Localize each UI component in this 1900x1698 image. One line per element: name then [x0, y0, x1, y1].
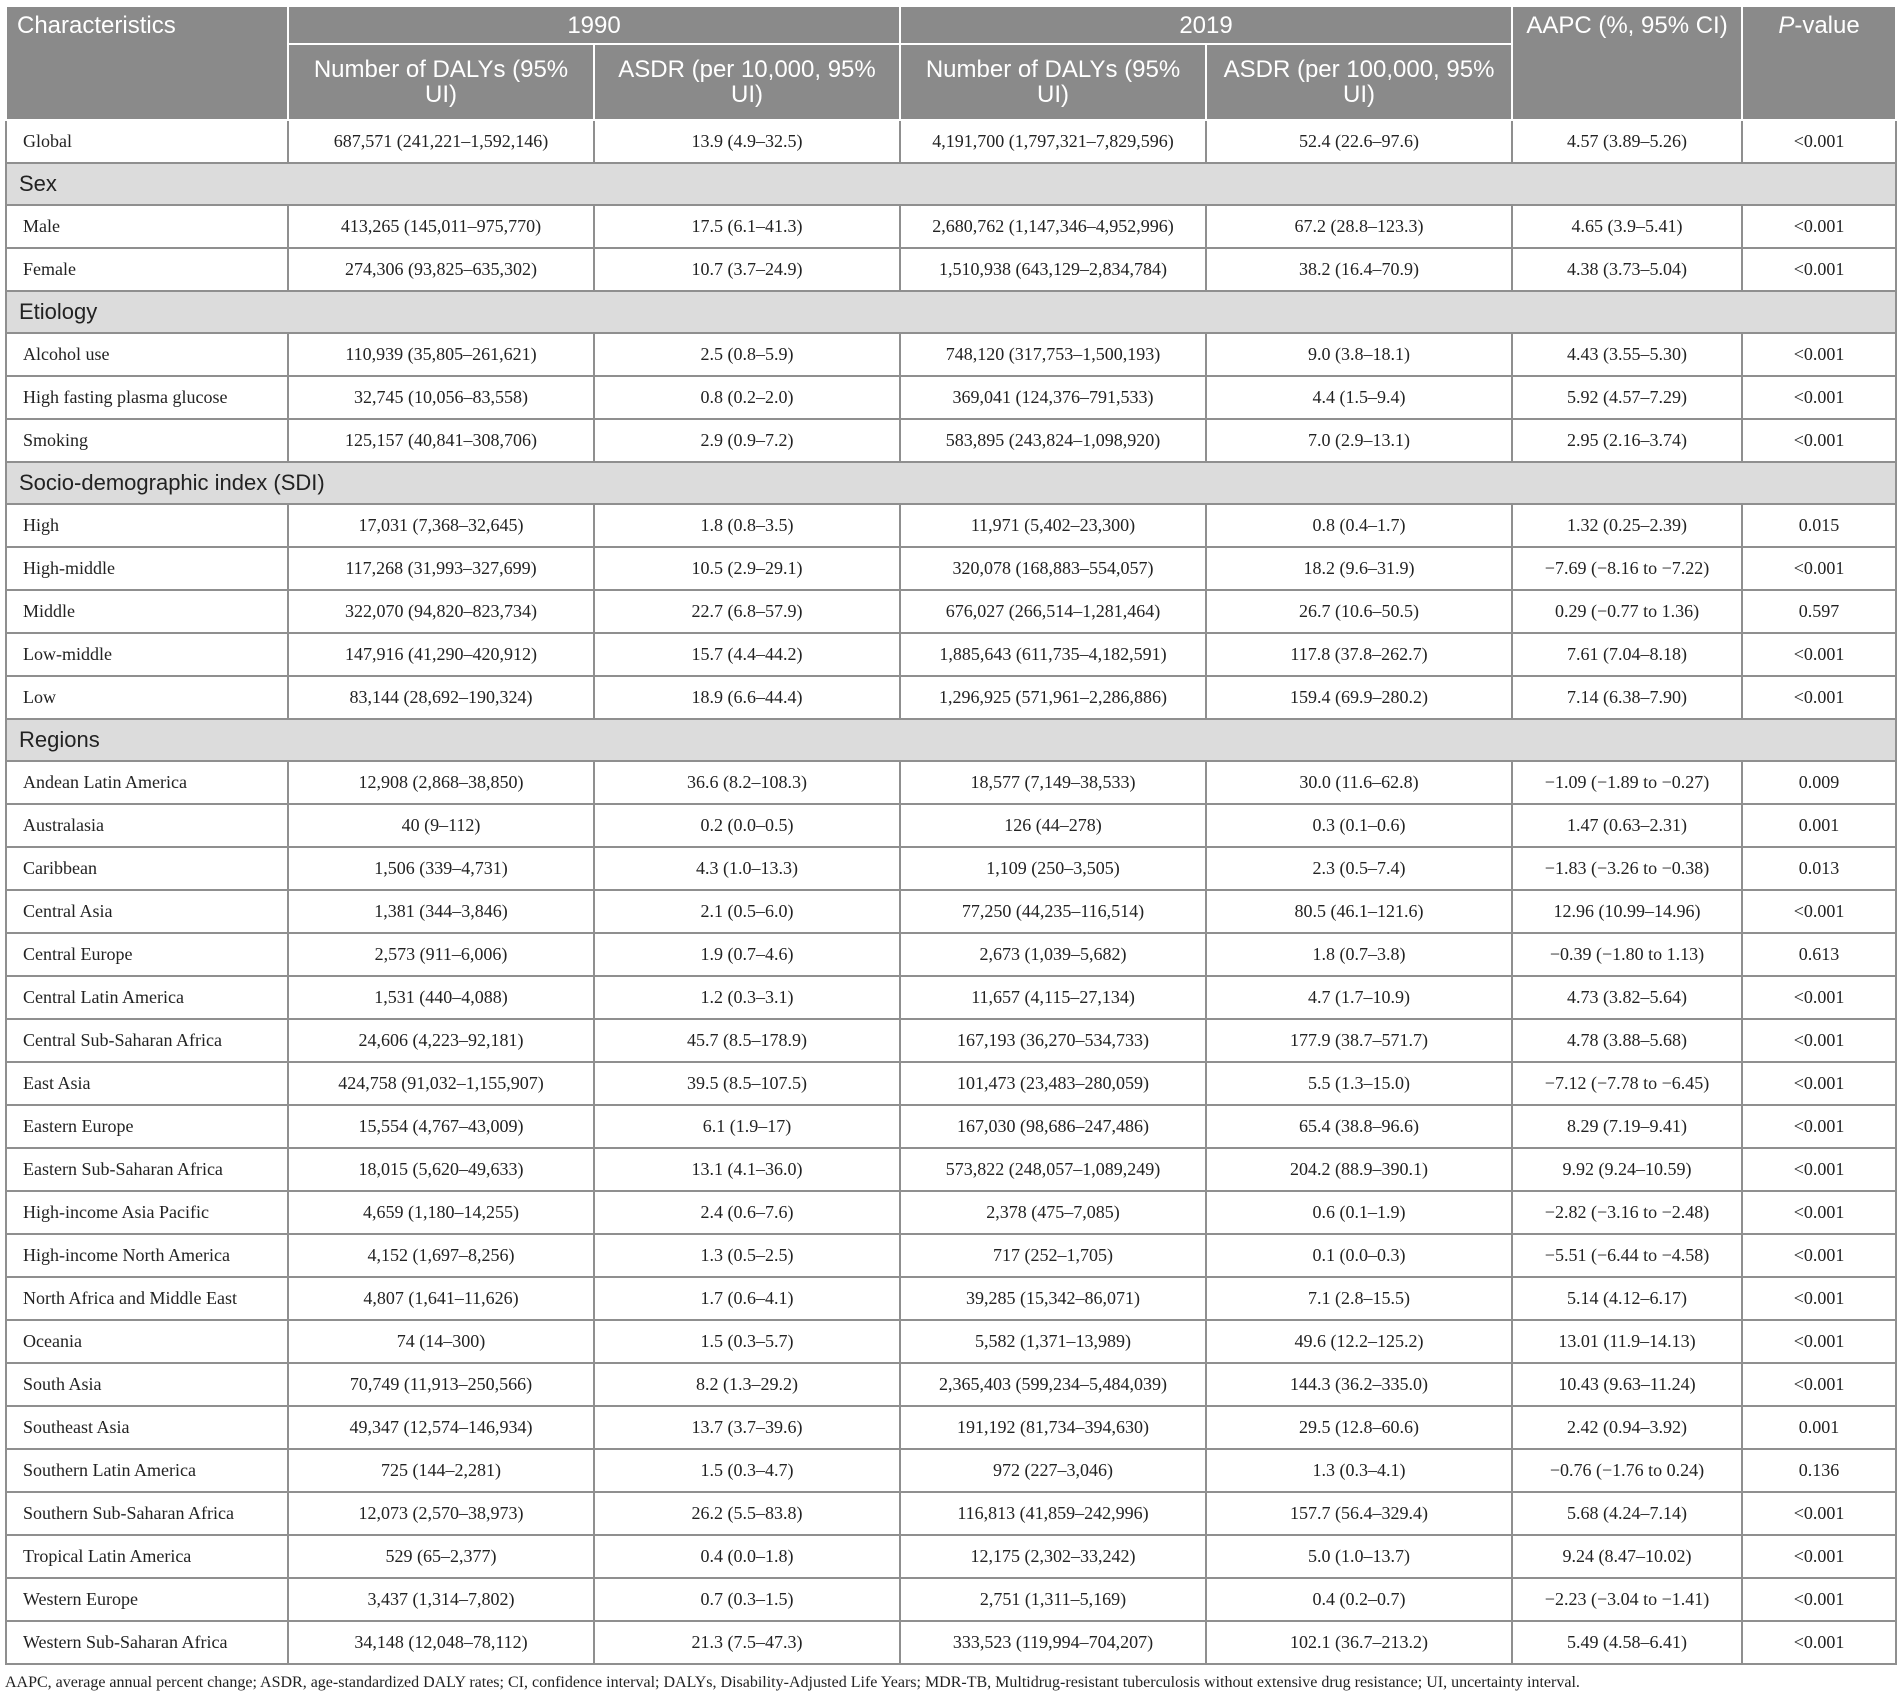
cell-dalys2019: 1,109 (250–3,505) [900, 847, 1206, 890]
row-label: Central Europe [6, 933, 288, 976]
cell-dalys2019: 333,523 (119,994–704,207) [900, 1621, 1206, 1664]
row-label: Tropical Latin America [6, 1535, 288, 1578]
cell-asdr1990: 6.1 (1.9–17) [594, 1105, 900, 1148]
header-aapc: AAPC (%, 95% CI) [1512, 6, 1742, 120]
cell-dalys2019: 1,885,643 (611,735–4,182,591) [900, 633, 1206, 676]
cell-asdr2019: 9.0 (3.8–18.1) [1206, 333, 1512, 376]
table-row [6, 1449, 1896, 1492]
table-row [6, 1363, 1896, 1406]
table-row [6, 376, 1896, 419]
cell-aapc: −2.82 (−3.16 to −2.48) [1512, 1191, 1742, 1234]
cell-asdr2019: 67.2 (28.8–123.3) [1206, 205, 1512, 248]
row-label: Southeast Asia [6, 1406, 288, 1449]
cell-p: 0.597 [1742, 590, 1896, 633]
cell-p: 0.001 [1742, 804, 1896, 847]
cell-aapc: −1.09 (−1.89 to −0.27) [1512, 761, 1742, 804]
cell-p: <0.001 [1742, 333, 1896, 376]
cell-aapc: 0.29 (−0.77 to 1.36) [1512, 590, 1742, 633]
cell-dalys1990: 3,437 (1,314–7,802) [288, 1578, 594, 1621]
cell-asdr1990: 13.9 (4.9–32.5) [594, 120, 900, 163]
cell-p: <0.001 [1742, 419, 1896, 462]
section-row [6, 163, 1896, 205]
cell-dalys1990: 12,908 (2,868–38,850) [288, 761, 594, 804]
cell-p: 0.136 [1742, 1449, 1896, 1492]
cell-dalys2019: 583,895 (243,824–1,098,920) [900, 419, 1206, 462]
cell-dalys2019: 748,120 (317,753–1,500,193) [900, 333, 1206, 376]
header-dalys-1990: Number of DALYs (95% UI) [288, 44, 594, 120]
cell-asdr1990: 45.7 (8.5–178.9) [594, 1019, 900, 1062]
header-characteristics: Characteristics [6, 6, 288, 120]
cell-p: <0.001 [1742, 1363, 1896, 1406]
cell-asdr1990: 39.5 (8.5–107.5) [594, 1062, 900, 1105]
cell-asdr2019: 7.0 (2.9–13.1) [1206, 419, 1512, 462]
cell-asdr2019: 38.2 (16.4–70.9) [1206, 248, 1512, 291]
cell-dalys2019: 4,191,700 (1,797,321–7,829,596) [900, 120, 1206, 163]
cell-dalys2019: 77,250 (44,235–116,514) [900, 890, 1206, 933]
cell-asdr1990: 0.7 (0.3–1.5) [594, 1578, 900, 1621]
cell-aapc: 9.24 (8.47–10.02) [1512, 1535, 1742, 1578]
cell-asdr2019: 157.7 (56.4–329.4) [1206, 1492, 1512, 1535]
cell-dalys1990: 4,659 (1,180–14,255) [288, 1191, 594, 1234]
table-row [6, 1406, 1896, 1449]
table-row [6, 761, 1896, 804]
cell-aapc: −5.51 (−6.44 to −4.58) [1512, 1234, 1742, 1277]
table-row [6, 205, 1896, 248]
cell-asdr2019: 0.3 (0.1–0.6) [1206, 804, 1512, 847]
row-label: Low [6, 676, 288, 719]
table-row [6, 120, 1896, 163]
cell-asdr1990: 13.1 (4.1–36.0) [594, 1148, 900, 1191]
cell-aapc: 5.68 (4.24–7.14) [1512, 1492, 1742, 1535]
cell-asdr1990: 15.7 (4.4–44.2) [594, 633, 900, 676]
cell-p: <0.001 [1742, 890, 1896, 933]
section-row [6, 291, 1896, 333]
cell-dalys2019: 573,822 (248,057–1,089,249) [900, 1148, 1206, 1191]
cell-aapc: 5.49 (4.58–6.41) [1512, 1621, 1742, 1664]
cell-asdr2019: 7.1 (2.8–15.5) [1206, 1277, 1512, 1320]
cell-dalys2019: 369,041 (124,376–791,533) [900, 376, 1206, 419]
cell-dalys2019: 167,030 (98,686–247,486) [900, 1105, 1206, 1148]
cell-asdr2019: 29.5 (12.8–60.6) [1206, 1406, 1512, 1449]
cell-p: <0.001 [1742, 248, 1896, 291]
cell-asdr2019: 65.4 (38.8–96.6) [1206, 1105, 1512, 1148]
cell-asdr1990: 13.7 (3.7–39.6) [594, 1406, 900, 1449]
table-row [6, 1019, 1896, 1062]
cell-dalys2019: 2,378 (475–7,085) [900, 1191, 1206, 1234]
table-row [6, 1277, 1896, 1320]
cell-asdr2019: 5.5 (1.3–15.0) [1206, 1062, 1512, 1105]
cell-aapc: 1.47 (0.63–2.31) [1512, 804, 1742, 847]
cell-asdr1990: 4.3 (1.0–13.3) [594, 847, 900, 890]
cell-aapc: −0.39 (−1.80 to 1.13) [1512, 933, 1742, 976]
cell-dalys1990: 2,573 (911–6,006) [288, 933, 594, 976]
cell-dalys2019: 717 (252–1,705) [900, 1234, 1206, 1277]
cell-dalys2019: 167,193 (36,270–534,733) [900, 1019, 1206, 1062]
cell-asdr1990: 1.2 (0.3–3.1) [594, 976, 900, 1019]
cell-asdr2019: 52.4 (22.6–97.6) [1206, 120, 1512, 163]
table-row [6, 1535, 1896, 1578]
cell-p: <0.001 [1742, 376, 1896, 419]
cell-asdr2019: 1.3 (0.3–4.1) [1206, 1449, 1512, 1492]
row-label: Smoking [6, 419, 288, 462]
cell-asdr2019: 102.1 (36.7–213.2) [1206, 1621, 1512, 1664]
cell-p: <0.001 [1742, 120, 1896, 163]
cell-aapc: 5.92 (4.57–7.29) [1512, 376, 1742, 419]
row-label: High-middle [6, 547, 288, 590]
cell-asdr2019: 4.7 (1.7–10.9) [1206, 976, 1512, 1019]
cell-p: 0.009 [1742, 761, 1896, 804]
cell-asdr1990: 0.4 (0.0–1.8) [594, 1535, 900, 1578]
cell-p: 0.001 [1742, 1406, 1896, 1449]
cell-asdr2019: 5.0 (1.0–13.7) [1206, 1535, 1512, 1578]
cell-aapc: 4.38 (3.73–5.04) [1512, 248, 1742, 291]
cell-asdr1990: 1.9 (0.7–4.6) [594, 933, 900, 976]
cell-p: <0.001 [1742, 633, 1896, 676]
section-heading: Socio-demographic index (SDI) [6, 462, 1896, 504]
cell-asdr1990: 0.2 (0.0–0.5) [594, 804, 900, 847]
row-label: Central Sub-Saharan Africa [6, 1019, 288, 1062]
row-label: Central Latin America [6, 976, 288, 1019]
cell-aapc: 9.92 (9.24–10.59) [1512, 1148, 1742, 1191]
header-year-2019: 2019 [900, 6, 1512, 44]
cell-dalys1990: 49,347 (12,574–146,934) [288, 1406, 594, 1449]
row-label: North Africa and Middle East [6, 1277, 288, 1320]
cell-asdr1990: 18.9 (6.6–44.4) [594, 676, 900, 719]
cell-aapc: 8.29 (7.19–9.41) [1512, 1105, 1742, 1148]
cell-dalys2019: 676,027 (266,514–1,281,464) [900, 590, 1206, 633]
cell-asdr2019: 204.2 (88.9–390.1) [1206, 1148, 1512, 1191]
section-row [6, 462, 1896, 504]
table-row [6, 1320, 1896, 1363]
cell-p: 0.015 [1742, 504, 1896, 547]
cell-dalys2019: 101,473 (23,483–280,059) [900, 1062, 1206, 1105]
row-label: Southern Latin America [6, 1449, 288, 1492]
cell-asdr1990: 22.7 (6.8–57.9) [594, 590, 900, 633]
cell-asdr1990: 2.4 (0.6–7.6) [594, 1191, 900, 1234]
cell-asdr2019: 144.3 (36.2–335.0) [1206, 1363, 1512, 1406]
cell-dalys2019: 12,175 (2,302–33,242) [900, 1535, 1206, 1578]
cell-aapc: 4.65 (3.9–5.41) [1512, 205, 1742, 248]
cell-p: <0.001 [1742, 547, 1896, 590]
cell-aapc: 7.14 (6.38–7.90) [1512, 676, 1742, 719]
cell-p: <0.001 [1742, 1535, 1896, 1578]
cell-dalys1990: 117,268 (31,993–327,699) [288, 547, 594, 590]
cell-dalys1990: 4,152 (1,697–8,256) [288, 1234, 594, 1277]
cell-asdr2019: 0.6 (0.1–1.9) [1206, 1191, 1512, 1234]
cell-asdr2019: 80.5 (46.1–121.6) [1206, 890, 1512, 933]
cell-dalys2019: 2,365,403 (599,234–5,484,039) [900, 1363, 1206, 1406]
cell-aapc: 4.78 (3.88–5.68) [1512, 1019, 1742, 1062]
cell-aapc: 4.57 (3.89–5.26) [1512, 120, 1742, 163]
cell-aapc: −0.76 (−1.76 to 0.24) [1512, 1449, 1742, 1492]
table-row [6, 1578, 1896, 1621]
cell-asdr1990: 2.1 (0.5–6.0) [594, 890, 900, 933]
cell-dalys2019: 972 (227–3,046) [900, 1449, 1206, 1492]
cell-dalys1990: 274,306 (93,825–635,302) [288, 248, 594, 291]
cell-p: 0.013 [1742, 847, 1896, 890]
cell-dalys1990: 725 (144–2,281) [288, 1449, 594, 1492]
row-label: Male [6, 205, 288, 248]
table-row [6, 976, 1896, 1019]
row-label: High [6, 504, 288, 547]
cell-dalys2019: 1,296,925 (571,961–2,286,886) [900, 676, 1206, 719]
table-row [6, 890, 1896, 933]
cell-asdr1990: 2.9 (0.9–7.2) [594, 419, 900, 462]
table-header [6, 6, 1896, 120]
cell-dalys1990: 40 (9–112) [288, 804, 594, 847]
cell-dalys2019: 126 (44–278) [900, 804, 1206, 847]
cell-asdr2019: 0.4 (0.2–0.7) [1206, 1578, 1512, 1621]
cell-aapc: 4.73 (3.82–5.64) [1512, 976, 1742, 1019]
row-label: Eastern Europe [6, 1105, 288, 1148]
cell-dalys1990: 4,807 (1,641–11,626) [288, 1277, 594, 1320]
table-row [6, 419, 1896, 462]
table-row [6, 590, 1896, 633]
row-label: Australasia [6, 804, 288, 847]
cell-dalys2019: 11,657 (4,115–27,134) [900, 976, 1206, 1019]
cell-p: <0.001 [1742, 1148, 1896, 1191]
cell-p: <0.001 [1742, 1191, 1896, 1234]
cell-dalys1990: 413,265 (145,011–975,770) [288, 205, 594, 248]
header-p-letter: P [1778, 12, 1795, 39]
table-row [6, 1621, 1896, 1664]
cell-dalys1990: 70,749 (11,913–250,566) [288, 1363, 594, 1406]
cell-asdr2019: 177.9 (38.7–571.7) [1206, 1019, 1512, 1062]
table-row [6, 804, 1896, 847]
cell-dalys2019: 116,813 (41,859–242,996) [900, 1492, 1206, 1535]
cell-dalys1990: 17,031 (7,368–32,645) [288, 504, 594, 547]
table-row [6, 1105, 1896, 1148]
daly-table-container [5, 5, 1895, 1665]
cell-aapc: 1.32 (0.25–2.39) [1512, 504, 1742, 547]
cell-aapc: 7.61 (7.04–8.18) [1512, 633, 1742, 676]
header-asdr-2019: ASDR (per 100,000, 95% UI) [1206, 44, 1512, 120]
section-heading: Etiology [6, 291, 1896, 333]
cell-asdr2019: 117.8 (37.8–262.7) [1206, 633, 1512, 676]
cell-dalys1990: 424,758 (91,032–1,155,907) [288, 1062, 594, 1105]
table-row [6, 248, 1896, 291]
cell-p: <0.001 [1742, 1277, 1896, 1320]
cell-asdr2019: 0.1 (0.0–0.3) [1206, 1234, 1512, 1277]
row-label: High-income North America [6, 1234, 288, 1277]
cell-dalys1990: 12,073 (2,570–38,973) [288, 1492, 594, 1535]
table-row [6, 1191, 1896, 1234]
cell-asdr1990: 17.5 (6.1–41.3) [594, 205, 900, 248]
table-row [6, 333, 1896, 376]
row-label: Western Sub-Saharan Africa [6, 1621, 288, 1664]
cell-dalys1990: 74 (14–300) [288, 1320, 594, 1363]
cell-asdr2019: 1.8 (0.7–3.8) [1206, 933, 1512, 976]
cell-aapc: −2.23 (−3.04 to −1.41) [1512, 1578, 1742, 1621]
table-row [6, 847, 1896, 890]
cell-asdr1990: 1.5 (0.3–4.7) [594, 1449, 900, 1492]
cell-dalys1990: 125,157 (40,841–308,706) [288, 419, 594, 462]
header-row-top [6, 6, 1896, 44]
section-heading: Sex [6, 163, 1896, 205]
cell-p: 0.613 [1742, 933, 1896, 976]
header-asdr-1990: ASDR (per 10,000, 95% UI) [594, 44, 900, 120]
cell-asdr2019: 0.8 (0.4–1.7) [1206, 504, 1512, 547]
row-label: Western Europe [6, 1578, 288, 1621]
cell-dalys1990: 1,531 (440–4,088) [288, 976, 594, 1019]
cell-dalys1990: 322,070 (94,820–823,734) [288, 590, 594, 633]
header-dalys-2019: Number of DALYs (95% UI) [900, 44, 1206, 120]
cell-dalys1990: 32,745 (10,056–83,558) [288, 376, 594, 419]
cell-aapc: 5.14 (4.12–6.17) [1512, 1277, 1742, 1320]
cell-dalys2019: 1,510,938 (643,129–2,834,784) [900, 248, 1206, 291]
cell-dalys1990: 147,916 (41,290–420,912) [288, 633, 594, 676]
cell-asdr1990: 1.5 (0.3–5.7) [594, 1320, 900, 1363]
table-row [6, 633, 1896, 676]
cell-asdr1990: 36.6 (8.2–108.3) [594, 761, 900, 804]
section-row [6, 719, 1896, 761]
cell-dalys1990: 15,554 (4,767–43,009) [288, 1105, 594, 1148]
cell-p: <0.001 [1742, 1019, 1896, 1062]
cell-dalys2019: 18,577 (7,149–38,533) [900, 761, 1206, 804]
cell-dalys1990: 529 (65–2,377) [288, 1535, 594, 1578]
cell-aapc: 2.95 (2.16–3.74) [1512, 419, 1742, 462]
cell-dalys2019: 2,680,762 (1,147,346–4,952,996) [900, 205, 1206, 248]
cell-dalys1990: 18,015 (5,620–49,633) [288, 1148, 594, 1191]
table-footnote: AAPC, average annual percent change; ASDR, age-standardized DALY rates; CI, confidence interval; DALYs, Disability-Adjusted Life Years; MDR-TB, Multidrug-resistant tuberculosis without extensive drug resistance; UI, uncertainty interval. [5, 1674, 1580, 1691]
cell-dalys1990: 24,606 (4,223–92,181) [288, 1019, 594, 1062]
row-label: Central Asia [6, 890, 288, 933]
cell-aapc: 2.42 (0.94–3.92) [1512, 1406, 1742, 1449]
row-label: Southern Sub-Saharan Africa [6, 1492, 288, 1535]
row-label: Global [6, 120, 288, 163]
cell-dalys1990: 110,939 (35,805–261,621) [288, 333, 594, 376]
cell-aapc: 13.01 (11.9–14.13) [1512, 1320, 1742, 1363]
cell-p: <0.001 [1742, 1578, 1896, 1621]
cell-dalys2019: 39,285 (15,342–86,071) [900, 1277, 1206, 1320]
cell-asdr1990: 1.7 (0.6–4.1) [594, 1277, 900, 1320]
table-row [6, 1492, 1896, 1535]
cell-asdr2019: 49.6 (12.2–125.2) [1206, 1320, 1512, 1363]
cell-asdr1990: 26.2 (5.5–83.8) [594, 1492, 900, 1535]
cell-p: <0.001 [1742, 1621, 1896, 1664]
cell-asdr1990: 0.8 (0.2–2.0) [594, 376, 900, 419]
cell-asdr2019: 159.4 (69.9–280.2) [1206, 676, 1512, 719]
row-label: Low-middle [6, 633, 288, 676]
table-row [6, 504, 1896, 547]
cell-asdr1990: 1.8 (0.8–3.5) [594, 504, 900, 547]
row-label: Eastern Sub-Saharan Africa [6, 1148, 288, 1191]
row-label: High-income Asia Pacific [6, 1191, 288, 1234]
cell-asdr1990: 21.3 (7.5–47.3) [594, 1621, 900, 1664]
daly-table [5, 5, 1897, 1665]
row-label: High fasting plasma glucose [6, 376, 288, 419]
row-label: East Asia [6, 1062, 288, 1105]
cell-dalys2019: 5,582 (1,371–13,989) [900, 1320, 1206, 1363]
header-year-1990: 1990 [288, 6, 900, 44]
cell-asdr1990: 10.7 (3.7–24.9) [594, 248, 900, 291]
cell-asdr1990: 8.2 (1.3–29.2) [594, 1363, 900, 1406]
table-row [6, 676, 1896, 719]
cell-asdr2019: 30.0 (11.6–62.8) [1206, 761, 1512, 804]
cell-asdr1990: 2.5 (0.8–5.9) [594, 333, 900, 376]
row-label: South Asia [6, 1363, 288, 1406]
table-row [6, 933, 1896, 976]
row-label: Andean Latin America [6, 761, 288, 804]
table-row [6, 1234, 1896, 1277]
cell-aapc: −7.12 (−7.78 to −6.45) [1512, 1062, 1742, 1105]
row-label: Alcohol use [6, 333, 288, 376]
section-heading: Regions [6, 719, 1896, 761]
cell-asdr2019: 4.4 (1.5–9.4) [1206, 376, 1512, 419]
cell-dalys2019: 191,192 (81,734–394,630) [900, 1406, 1206, 1449]
cell-p: <0.001 [1742, 1320, 1896, 1363]
cell-dalys1990: 34,148 (12,048–78,112) [288, 1621, 594, 1664]
cell-asdr1990: 1.3 (0.5–2.5) [594, 1234, 900, 1277]
cell-p: <0.001 [1742, 1062, 1896, 1105]
cell-asdr2019: 26.7 (10.6–50.5) [1206, 590, 1512, 633]
cell-aapc: −1.83 (−3.26 to −0.38) [1512, 847, 1742, 890]
cell-asdr1990: 10.5 (2.9–29.1) [594, 547, 900, 590]
table-row [6, 1062, 1896, 1105]
cell-aapc: 10.43 (9.63–11.24) [1512, 1363, 1742, 1406]
cell-aapc: 4.43 (3.55–5.30) [1512, 333, 1742, 376]
cell-dalys1990: 1,381 (344–3,846) [288, 890, 594, 933]
cell-dalys1990: 687,571 (241,221–1,592,146) [288, 120, 594, 163]
cell-p: <0.001 [1742, 1105, 1896, 1148]
row-label: Female [6, 248, 288, 291]
cell-dalys2019: 320,078 (168,883–554,057) [900, 547, 1206, 590]
row-label: Middle [6, 590, 288, 633]
cell-dalys1990: 83,144 (28,692–190,324) [288, 676, 594, 719]
cell-p: <0.001 [1742, 976, 1896, 1019]
cell-p: <0.001 [1742, 1492, 1896, 1535]
cell-p: <0.001 [1742, 1234, 1896, 1277]
row-label: Caribbean [6, 847, 288, 890]
cell-dalys1990: 1,506 (339–4,731) [288, 847, 594, 890]
table-row [6, 547, 1896, 590]
cell-asdr2019: 18.2 (9.6–31.9) [1206, 547, 1512, 590]
cell-aapc: −7.69 (−8.16 to −7.22) [1512, 547, 1742, 590]
cell-dalys2019: 11,971 (5,402–23,300) [900, 504, 1206, 547]
row-label: Oceania [6, 1320, 288, 1363]
cell-dalys2019: 2,751 (1,311–5,169) [900, 1578, 1206, 1621]
table-body [6, 120, 1896, 1664]
table-row [6, 1148, 1896, 1191]
cell-asdr2019: 2.3 (0.5–7.4) [1206, 847, 1512, 890]
cell-p: <0.001 [1742, 676, 1896, 719]
cell-aapc: 12.96 (10.99–14.96) [1512, 890, 1742, 933]
header-p-suffix: -value [1794, 12, 1860, 39]
cell-p: <0.001 [1742, 205, 1896, 248]
header-p-value [1742, 6, 1896, 120]
cell-dalys2019: 2,673 (1,039–5,682) [900, 933, 1206, 976]
